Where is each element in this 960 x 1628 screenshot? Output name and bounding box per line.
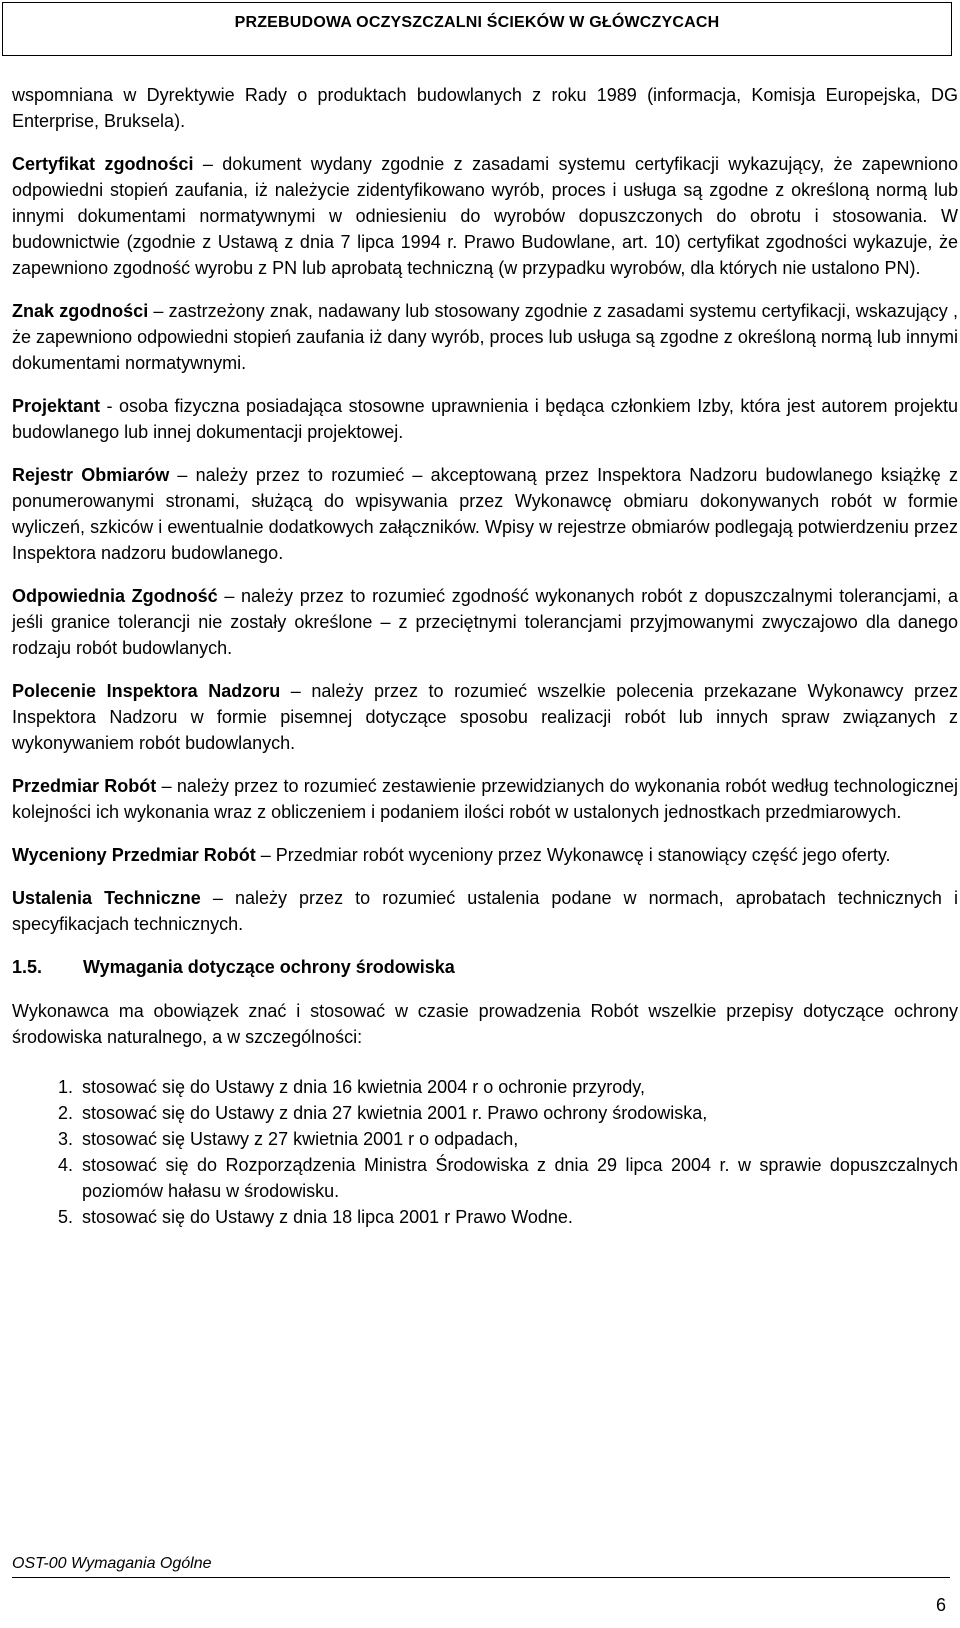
definition-wyceniony — [12, 842, 958, 868]
regulations-list — [12, 1074, 958, 1230]
list-item-text: stosować się do Ustawy z dnia 16 kwietnia 2004 r o ochronie przyrody, — [82, 1077, 645, 1097]
list-item-text: stosować się do Ustawy z dnia 27 kwietnia 2001 r. Prawo ochrony środowiska, — [82, 1103, 708, 1123]
page-number: 6 — [935, 1595, 946, 1615]
list-item — [12, 1152, 958, 1204]
definition-rejestr — [12, 462, 958, 566]
definition-term: Przedmiar Robót — [12, 776, 157, 796]
list-item — [12, 1100, 958, 1126]
definition-text: – dokument wydany zgodnie z zasadami systemu certyfikacji wykazujący, że zapewniono odpowiedni stopień zaufania, iż należycie zidentyfikowano wyrób, proces i usługa są zgodne z określoną normą lub innymi dokumentami normatywnymi w odniesieniu do wyrobów dopuszczonych do obrotu i stosowania. W budownictwie (zgodnie z Ustawą z dnia 7 lipca 1994 r. Prawo Budowlane, art. 10) certyfikat zgodności wykazuje, że zapewniono zgodność wyrobu z PN lub aprobatą techniczną (w przypadku wyrobów, dla których nie ustalono PN). — [12, 154, 958, 278]
definition-certyfikat — [12, 151, 958, 281]
list-item — [12, 1074, 958, 1100]
list-item — [12, 1204, 958, 1230]
section-heading — [12, 954, 958, 980]
definition-text: – należy przez to rozumieć zestawienie przewidzianych do wykonania robót według technologicznej kolejności ich wykonania wraz z obliczeniem i podaniem ilości robót w ustalonych jednostkach przedmiarowych. — [12, 776, 958, 822]
list-item — [12, 1126, 958, 1152]
list-number: 2. — [58, 1103, 74, 1123]
definition-text: – Przedmiar robót wyceniony przez Wykonawcę i stanowiący część jego oferty. — [255, 845, 891, 865]
definition-term: Odpowiednia Zgodność — [12, 586, 218, 606]
definition-text: - osoba fizyczna posiadająca stosowne uprawnienia i będąca członkiem Izby, która jest autorem projektu budowlanego lub innej dokumentacji projektowej. — [12, 396, 958, 442]
definition-term: Certyfikat zgodności — [12, 154, 194, 174]
list-number: 4. — [58, 1155, 74, 1175]
section-title: Wymagania dotyczące ochrony środowiska — [83, 957, 455, 977]
definition-term: Projektant — [12, 396, 101, 416]
definition-projektant — [12, 393, 958, 445]
footer-document-name: OST-00 Wymagania Ogólne — [12, 1555, 212, 1572]
definition-przedmiar — [12, 773, 958, 825]
section-number: 1.5. — [12, 957, 43, 977]
definition-term: Ustalenia Techniczne — [12, 888, 201, 908]
definition-text: – należy przez to rozumieć zgodność wykonanych robót z dopuszczalnymi tolerancjami, a jeśli granice tolerancji nie zostały określone – z przeciętnymi tolerancjami przyjmowanymi zwyczajowo dla danego rodzaju robót budowlanych. — [12, 586, 959, 658]
definition-term: Znak zgodności — [12, 301, 149, 321]
intro-paragraph: wspomniana w Dyrektywie Rady o produktach budowlanych z roku 1989 (informacja, Komisja Europejska, DG Enterprise, Bruksela). — [12, 85, 958, 131]
running-header — [2, 2, 952, 56]
document-title: PRZEBUDOWA OCZYSZCZALNI ŚCIEKÓW W GŁÓWCZYCACH — [234, 14, 720, 31]
definition-term: Rejestr Obmiarów — [12, 465, 170, 485]
definition-term: Wyceniony Przedmiar Robót — [12, 845, 256, 865]
list-item-text: stosować się Ustawy z 27 kwietnia 2001 r o odpadach, — [82, 1129, 519, 1149]
definition-ustalenia — [12, 885, 958, 937]
definition-text: – należy przez to rozumieć ustalenia podane w normach, aprobatach technicznych i specyfikacjach technicznych. — [12, 888, 958, 934]
list-number: 1. — [58, 1077, 74, 1097]
list-number: 3. — [58, 1129, 74, 1149]
definition-zgodnosc — [12, 583, 958, 661]
list-number: 5. — [58, 1207, 74, 1227]
definition-text: – należy przez to rozumieć wszelkie polecenia przekazane Wykonawcy przez Inspektora Nadzoru w formie pisemnej dotyczące sposobu realizacji robót lub innych spraw związanych z wykonywaniem robót budowlanych. — [12, 681, 958, 753]
section-intro-paragraph: Wykonawca ma obowiązek znać i stosować w czasie prowadzenia Robót wszelkie przepisy dotyczące ochrony środowiska naturalnego, a w szczególności: — [12, 1001, 958, 1047]
definition-znak — [12, 298, 958, 376]
definition-polecenie — [12, 678, 958, 756]
list-item-text: stosować się do Rozporządzenia Ministra Środowiska z dnia 29 lipca 2004 r. w sprawie dopuszczalnych poziomów hałasu w środowisku. — [82, 1155, 958, 1201]
definition-text: – należy przez to rozumieć – akceptowaną przez Inspektora Nadzoru budowlanego książkę z ponumerowanymi stronami, służącą do wpisywania przez Wykonawcę obmiaru dokonywanych robót w formie wyliczeń, szkiców i ewentualnie dodatkowych załączników. Wpisy w rejestrze obmiarów podlegają potwierdzeniu przez Inspektora nadzoru budowlanego. — [12, 465, 959, 563]
definition-term: Polecenie Inspektora Nadzoru — [12, 681, 281, 701]
list-item-text: stosować się do Ustawy z dnia 18 lipca 2001 r Prawo Wodne. — [82, 1207, 573, 1227]
definition-text: – zastrzeżony znak, nadawany lub stosowany zgodnie z zasadami systemu certyfikacji, wskazujący , że zapewniono odpowiedni stopień zaufania iż dany wyrób, proces lub usługa są zgodne z określoną normą lub innymi dokumentami normatywnymi. — [12, 301, 958, 373]
page-body — [12, 82, 958, 1230]
footer-divider — [12, 1577, 950, 1578]
